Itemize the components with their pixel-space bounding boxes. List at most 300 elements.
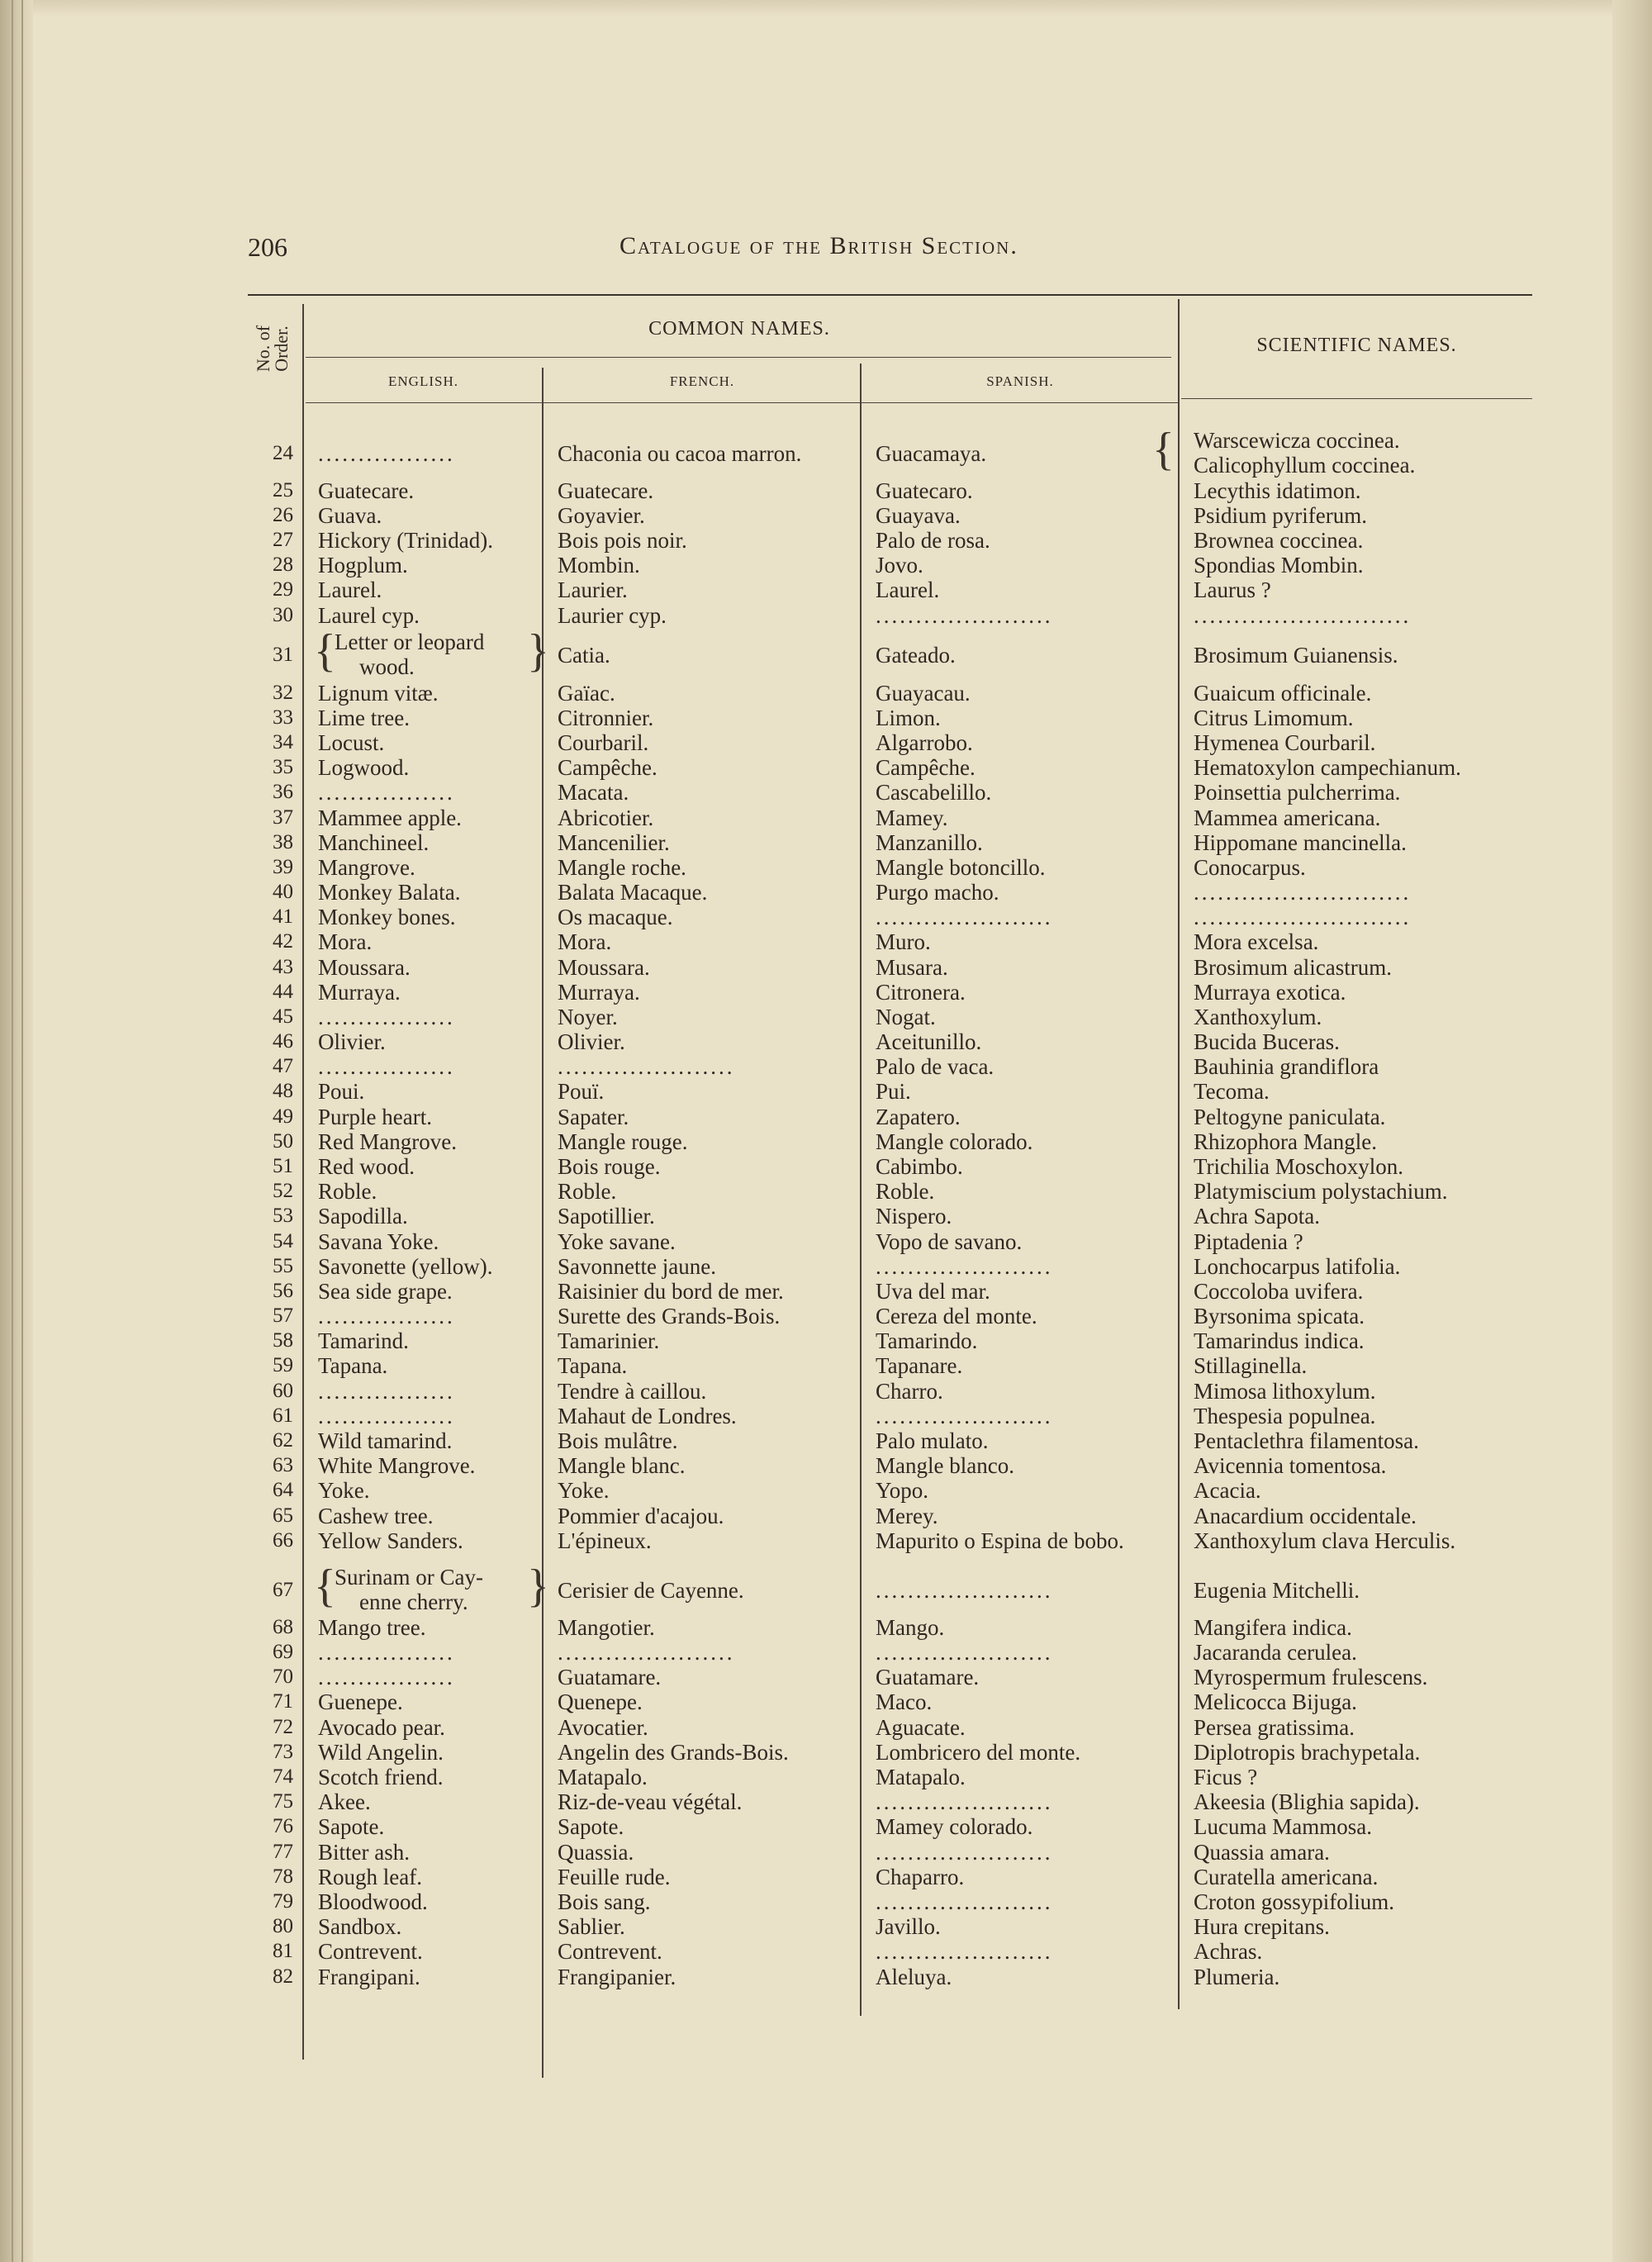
french-name: Yoke. [558, 1478, 610, 1503]
english-name: Cashew tree. [318, 1504, 434, 1528]
spanish-name: Mangle botoncillo. [876, 855, 1046, 880]
common-names-header: COMMON NAMES. [648, 318, 830, 340]
subheader-rule-right [1181, 398, 1532, 399]
order-number: 41 [273, 905, 293, 928]
french-name: Angelin des Grands-Bois. [558, 1740, 789, 1765]
french-name: Mahaut de Londres. [558, 1404, 737, 1428]
spanish-name: Purgo macho. [876, 880, 999, 905]
french-name: Avocatier. [558, 1715, 648, 1740]
french-name: Campêche. [558, 755, 657, 780]
scientific-name: Xanthoxylum. [1194, 1005, 1322, 1029]
spanish-name: Pui. [876, 1079, 911, 1104]
french-name: Guatecare. [558, 478, 654, 503]
order-number: 46 [273, 1030, 293, 1053]
french-name: Olivier. [558, 1029, 625, 1054]
english-name: Bitter ash. [318, 1840, 410, 1865]
order-number: 51 [273, 1155, 293, 1177]
french-name: Sapater. [558, 1105, 629, 1129]
scientific-name: Plumeria. [1194, 1965, 1280, 1989]
english-name: Olivier. [318, 1029, 386, 1054]
scientific-name: Trichilia Moschoxylon. [1194, 1154, 1404, 1179]
french-name: Quassia. [558, 1840, 634, 1865]
order-number: 68 [273, 1616, 293, 1638]
column-divider [860, 364, 862, 2016]
order-number: 76 [273, 1815, 293, 1837]
scientific-name: Coccoloba uvifera. [1194, 1279, 1364, 1304]
order-number: 26 [273, 504, 293, 526]
french-name: Laurier. [558, 577, 628, 602]
french-name: Citronnier. [558, 706, 654, 730]
order-number: 81 [273, 1940, 293, 1962]
french-name: Chaconia ou cacoa marron. [558, 441, 802, 466]
spanish-name: Limon. [876, 706, 941, 730]
scientific-name: ........................... [1194, 603, 1412, 628]
scientific-name: Croton gossypifolium. [1194, 1889, 1395, 1914]
order-number: 31 [273, 644, 293, 666]
order-number: 49 [273, 1105, 293, 1128]
french-name: Cerisier de Cayenne. [558, 1578, 744, 1603]
order-number: 82 [273, 1965, 293, 1988]
french-name: ...................... [558, 1640, 735, 1665]
scientific-name: Mora excelsa. [1194, 929, 1319, 954]
spanish-name: ...................... [876, 1939, 1053, 1964]
english-name: ................. [318, 1665, 455, 1689]
scientific-name: Byrsonima spicata. [1194, 1304, 1365, 1328]
spanish-name: Guayacau. [876, 681, 971, 706]
english-name: Murraya. [318, 980, 401, 1005]
french-name: Bois sang. [558, 1889, 651, 1914]
order-number: 69 [273, 1641, 293, 1663]
english-header: ENGLISH. [388, 373, 458, 389]
order-number: 65 [273, 1504, 293, 1527]
english-name: ................. [318, 1005, 455, 1029]
scientific-name: Quassia amara. [1194, 1840, 1330, 1865]
english-name: Hickory (Trinidad). [318, 528, 493, 553]
spanish-name: Merey. [876, 1504, 938, 1528]
english-name: Scotch friend. [318, 1765, 444, 1789]
scientific-name: Jacaranda cerulea. [1194, 1640, 1357, 1665]
french-name: Mangle blanc. [558, 1453, 686, 1478]
order-number: 45 [273, 1005, 293, 1028]
scientific-name: Mangifera indica. [1194, 1615, 1352, 1640]
spanish-name: Jovo. [876, 553, 923, 577]
english-name: ................. [318, 1640, 455, 1665]
french-name: Guatamare. [558, 1665, 662, 1689]
scientific-name: Akeesia (Blighia sapida). [1194, 1789, 1420, 1814]
scientific-name: Xanthoxylum clava Herculis. [1194, 1528, 1456, 1553]
scientific-name-continued: Calicophyllum coccinea. [1194, 453, 1416, 478]
french-name: Moussara. [558, 955, 650, 980]
english-name: Roble. [318, 1179, 377, 1204]
spanish-name: Palo mulato. [876, 1428, 989, 1453]
spanish-name: ...................... [876, 1889, 1053, 1914]
scientific-name: ........................... [1194, 880, 1412, 905]
french-name: Macata. [558, 780, 629, 805]
spanish-name: ...................... [876, 603, 1053, 628]
order-number: 29 [273, 578, 293, 601]
french-name: Tendre à caillou. [558, 1379, 707, 1404]
order-number: 78 [273, 1865, 293, 1888]
order-number: 59 [273, 1354, 293, 1376]
scientific-name: Achras. [1194, 1939, 1263, 1964]
column-divider [302, 304, 304, 2060]
scientific-name: Avicennia tomentosa. [1194, 1453, 1387, 1478]
french-name: Surette des Grands-Bois. [558, 1304, 781, 1328]
brace-right: { [1152, 424, 1175, 475]
scientific-name: Anacardium occidentale. [1194, 1504, 1417, 1528]
scientific-names-header: SCIENTIFIC NAMES. [1256, 335, 1457, 356]
scientific-name: Myrospermum frulescens. [1194, 1665, 1428, 1689]
french-name: Savonnette jaune. [558, 1254, 716, 1279]
spanish-name: Palo de vaca. [876, 1054, 995, 1079]
french-name: Courbaril. [558, 730, 649, 755]
page-header [0, 232, 1652, 273]
scientific-name: Peltogyne paniculata. [1194, 1105, 1386, 1129]
scientific-name: Lonchocarpus latifolia. [1194, 1254, 1401, 1279]
spanish-name: Aceitunillo. [876, 1029, 982, 1054]
page-edge [1612, 0, 1652, 2262]
english-name: Moussara. [318, 955, 411, 980]
spanish-name: Algarrobo. [876, 730, 973, 755]
order-number: 74 [273, 1765, 293, 1788]
french-name: Riz-de-veau végétal. [558, 1789, 743, 1814]
spanish-name: Manzanillo. [876, 830, 983, 855]
spanish-name: Aguacate. [876, 1715, 966, 1740]
scientific-name: Mimosa lithoxylum. [1194, 1379, 1376, 1404]
order-number: 62 [273, 1429, 293, 1452]
scientific-name: Brosimum Guianensis. [1194, 643, 1398, 668]
scientific-name: Stillaginella. [1194, 1353, 1308, 1378]
english-name: Mora. [318, 929, 373, 954]
scientific-name: Persea gratissima. [1194, 1715, 1355, 1740]
scientific-name: Diplotropis brachypetala. [1194, 1740, 1421, 1765]
english-name: Lime tree. [318, 706, 410, 730]
order-number: 80 [273, 1915, 293, 1937]
french-name: Sapotillier. [558, 1204, 655, 1228]
english-name: Yellow Sanders. [318, 1528, 463, 1553]
english-name: Wild tamarind. [318, 1428, 453, 1453]
spanish-name: Tapanare. [876, 1353, 963, 1378]
spanish-name: Mangle blanco. [876, 1453, 1014, 1478]
spanish-name: Cabimbo. [876, 1154, 963, 1179]
english-name: Red wood. [318, 1154, 415, 1179]
order-number: 55 [273, 1255, 293, 1277]
order-number: 70 [273, 1666, 293, 1688]
english-name: Mammee apple. [318, 805, 462, 830]
spanish-name: Nispero. [876, 1204, 952, 1228]
order-number: 75 [273, 1790, 293, 1813]
english-name: Guava. [318, 503, 382, 528]
english-name: Akee. [318, 1789, 371, 1814]
english-name-continued: enne cherry. [359, 1590, 468, 1614]
scientific-name: Thespesia populnea. [1194, 1404, 1376, 1428]
order-number: 33 [273, 706, 293, 729]
french-name: Mancenilier. [558, 830, 670, 855]
english-name: Letter or leopard [335, 630, 485, 654]
french-name: Pouï. [558, 1079, 605, 1104]
english-name: ................. [318, 1304, 455, 1328]
scientific-name: Citrus Limomum. [1194, 706, 1354, 730]
order-column-header [252, 307, 293, 390]
english-name: Bloodwood. [318, 1889, 428, 1914]
order-number: 64 [273, 1479, 293, 1501]
scientific-name: Hymenea Courbaril. [1194, 730, 1376, 755]
english-name: Frangipani. [318, 1965, 420, 1989]
order-number: 30 [273, 604, 293, 626]
order-number: 35 [273, 756, 293, 778]
english-name: Logwood. [318, 755, 410, 780]
spanish-name: ...................... [876, 1404, 1053, 1428]
english-name: Lignum vitæ. [318, 681, 439, 706]
french-name: ...................... [558, 1054, 735, 1079]
scientific-name: Murraya exotica. [1194, 980, 1346, 1005]
french-name: Bois rouge. [558, 1154, 661, 1179]
subheader-rule-left [306, 402, 1180, 403]
order-number: 77 [273, 1841, 293, 1863]
brace-left: { [314, 1561, 336, 1612]
order-number: 52 [273, 1180, 293, 1202]
scientific-name: Curatella americana. [1194, 1865, 1379, 1889]
spanish-name: Tamarindo. [876, 1328, 978, 1353]
spanish-name: Chaparro. [876, 1865, 965, 1889]
scientific-name: Spondias Mombin. [1194, 553, 1364, 577]
french-name: Mangle rouge. [558, 1129, 688, 1154]
spanish-name: Guatamare. [876, 1665, 980, 1689]
english-name: Savana Yoke. [318, 1229, 439, 1254]
spanish-name: Lombricero del monte. [876, 1740, 1081, 1765]
english-name: Monkey bones. [318, 905, 456, 929]
order-number: 48 [273, 1080, 293, 1102]
order-number: 40 [273, 881, 293, 903]
spanish-name: Guacamaya. [876, 441, 987, 466]
scientific-name: Pentaclethra filamentosa. [1194, 1428, 1419, 1453]
scientific-name: Lucuma Mammosa. [1194, 1814, 1372, 1839]
scientific-name: Hura crepitans. [1194, 1914, 1330, 1939]
spanish-name: Cereza del monte. [876, 1304, 1037, 1328]
french-name: Feuille rude. [558, 1865, 671, 1889]
french-name: Sablier. [558, 1914, 625, 1939]
english-name-continued: wood. [359, 654, 415, 679]
order-number: 34 [273, 731, 293, 753]
scientific-name: Bucida Buceras. [1194, 1029, 1340, 1054]
spanish-name: ...................... [876, 905, 1053, 929]
english-name: White Mangrove. [318, 1453, 476, 1478]
french-name: Goyavier. [558, 503, 645, 528]
english-name: Sapote. [318, 1814, 385, 1839]
spanish-name: Javillo. [876, 1914, 941, 1939]
english-name: Hogplum. [318, 553, 408, 577]
english-name: Savonette (yellow). [318, 1254, 493, 1279]
page-top-edge [33, 0, 1612, 17]
scientific-name: Eugenia Mitchelli. [1194, 1578, 1360, 1603]
order-number: 27 [273, 529, 293, 551]
order-number: 42 [273, 930, 293, 953]
spanish-name: ...................... [876, 1840, 1053, 1865]
column-divider [1178, 299, 1180, 2009]
english-name: Tapana. [318, 1353, 388, 1378]
order-number: 72 [273, 1716, 293, 1738]
header-rule [248, 294, 1532, 296]
spine-edge-line [21, 0, 23, 2262]
brace-left: { [314, 625, 336, 677]
english-name: Contrevent. [318, 1939, 423, 1964]
english-name: ................. [318, 1379, 455, 1404]
brace-right: } [527, 625, 549, 677]
spine-edge-line [12, 0, 13, 2262]
french-name: Sapote. [558, 1814, 624, 1839]
spanish-name: Campêche. [876, 755, 976, 780]
english-name: Monkey Balata. [318, 880, 461, 905]
spanish-name: Matapalo. [876, 1765, 966, 1789]
english-name: Guenepe. [318, 1689, 403, 1714]
french-name: Gaïac. [558, 681, 615, 706]
french-name: L'épineux. [558, 1528, 652, 1553]
running-head: Catalogue of the British Section. [620, 232, 1018, 259]
order-number: 63 [273, 1454, 293, 1476]
scientific-name: Piptadenia ? [1194, 1229, 1303, 1254]
spanish-name: ...................... [876, 1640, 1053, 1665]
spanish-name: Mamey colorado. [876, 1814, 1033, 1839]
scientific-name: Laurus ? [1194, 577, 1271, 602]
scientific-name: ........................... [1194, 905, 1412, 929]
scientific-name: Warscewiczа coccinea. [1194, 428, 1400, 453]
french-name: Raisinier du bord de mer. [558, 1279, 784, 1304]
french-header: FRENCH. [669, 373, 735, 389]
order-number: 61 [273, 1404, 293, 1427]
spanish-name: Palo de rosa. [876, 528, 990, 553]
order-number: 79 [273, 1890, 293, 1913]
french-name: Roble. [558, 1179, 617, 1204]
french-name: Contrevent. [558, 1939, 662, 1964]
english-name: Laurel. [318, 577, 382, 602]
french-name: Tapana. [558, 1353, 628, 1378]
scientific-name: Hippomane mancinella. [1194, 830, 1407, 855]
english-name: Guatecare. [318, 478, 415, 503]
scientific-name: Poinsettia pulcherrima. [1194, 780, 1401, 805]
english-name: Surinam or Cay- [335, 1565, 483, 1590]
spanish-name: Vopo de savano. [876, 1229, 1023, 1254]
scientific-name: Brosimum alicastrum. [1194, 955, 1392, 980]
spanish-name: ...................... [876, 1578, 1053, 1603]
order-header-label: No. of Order. [253, 325, 292, 373]
order-number: 47 [273, 1055, 293, 1077]
spanish-header: SPANISH. [986, 373, 1054, 389]
english-name: Sandbox. [318, 1914, 402, 1939]
spanish-name: Charro. [876, 1379, 943, 1404]
spanish-name: Muro. [876, 929, 931, 954]
scientific-name: Melicocca Bijuga. [1194, 1689, 1357, 1714]
column-divider [542, 368, 544, 2078]
english-name: Tamarind. [318, 1328, 409, 1353]
english-name: Purple heart. [318, 1105, 432, 1129]
english-name: Poui. [318, 1079, 365, 1104]
english-name: Wild Angelin. [318, 1740, 444, 1765]
spanish-name: Mamey. [876, 805, 948, 830]
spanish-name: Mangle colorado. [876, 1129, 1033, 1154]
order-number: 66 [273, 1529, 293, 1552]
spanish-name: Guatecaro. [876, 478, 973, 503]
french-name: Bois mulâtre. [558, 1428, 678, 1453]
brace-right: } [527, 1561, 549, 1612]
order-number: 67 [273, 1579, 293, 1601]
english-name: ................. [318, 1054, 455, 1079]
spanish-name: Musara. [876, 955, 948, 980]
french-name: Balata Macaque. [558, 880, 708, 905]
spanish-name: Guayava. [876, 503, 961, 528]
order-number: 50 [273, 1130, 293, 1152]
english-name: Laurel cyp. [318, 603, 420, 628]
french-name: Mora. [558, 929, 612, 954]
french-name: Mangle roche. [558, 855, 686, 880]
scientific-name: Guaicum officinale. [1194, 681, 1372, 706]
spanish-name: Roble. [876, 1179, 935, 1204]
order-number: 39 [273, 856, 293, 878]
scientific-name: Ficus ? [1194, 1765, 1258, 1789]
spanish-name: Gateado. [876, 643, 956, 668]
french-name: Catia. [558, 643, 610, 668]
scientific-name: Tecoma. [1194, 1079, 1270, 1104]
spanish-name: Nogat. [876, 1005, 936, 1029]
french-name: Quenepe. [558, 1689, 643, 1714]
order-number: 38 [273, 831, 293, 853]
scientific-name: Brownea coccinea. [1194, 528, 1364, 553]
scientific-name: Mammea americana. [1194, 805, 1381, 830]
english-name: Rough leaf. [318, 1865, 422, 1889]
english-name: ................. [318, 780, 455, 805]
spanish-name: Mango. [876, 1615, 945, 1640]
order-number: 44 [273, 981, 293, 1003]
spanish-name: Mapurito o Espina de bobo. [876, 1528, 1124, 1553]
french-name: Pommier d'acajou. [558, 1504, 724, 1528]
english-name: Sea side grape. [318, 1279, 453, 1304]
spanish-name: Cascabelillo. [876, 780, 992, 805]
french-name: Matapalo. [558, 1765, 648, 1789]
order-number: 37 [273, 806, 293, 829]
french-name: Murraya. [558, 980, 640, 1005]
scientific-name: Conocarpus. [1194, 855, 1306, 880]
french-name: Noyer. [558, 1005, 618, 1029]
spanish-name: Laurel. [876, 577, 940, 602]
order-number: 71 [273, 1690, 293, 1713]
scientific-name: Bauhinia grandiflora [1194, 1054, 1379, 1079]
order-number: 58 [273, 1329, 293, 1352]
spanish-name: Yopo. [876, 1478, 929, 1503]
spanish-name: Maco. [876, 1689, 933, 1714]
french-name: Mombin. [558, 553, 640, 577]
common-names-rule [306, 357, 1171, 358]
spanish-name: Aleluya. [876, 1965, 952, 1989]
english-name: Locust. [318, 730, 385, 755]
english-name: Yoke. [318, 1478, 370, 1503]
spanish-name: ...................... [876, 1254, 1053, 1279]
scientific-name: Tamarindus indica. [1194, 1328, 1365, 1353]
scientific-name: Psidium pyriferum. [1194, 503, 1367, 528]
order-number: 32 [273, 682, 293, 704]
order-number: 56 [273, 1280, 293, 1302]
french-name: Laurier cyp. [558, 603, 667, 628]
french-name: Frangipanier. [558, 1965, 676, 1989]
english-name: Avocado pear. [318, 1715, 445, 1740]
order-number: 54 [273, 1230, 293, 1252]
scientific-name: Lecythis idatimon. [1194, 478, 1361, 503]
spanish-name: Zapatero. [876, 1105, 961, 1129]
english-name: Mango tree. [318, 1615, 426, 1640]
english-name: Mangrove. [318, 855, 415, 880]
spanish-name: Citronera. [876, 980, 966, 1005]
french-name: Yoke savane. [558, 1229, 676, 1254]
english-name: ................. [318, 1404, 455, 1428]
order-number: 36 [273, 781, 293, 803]
